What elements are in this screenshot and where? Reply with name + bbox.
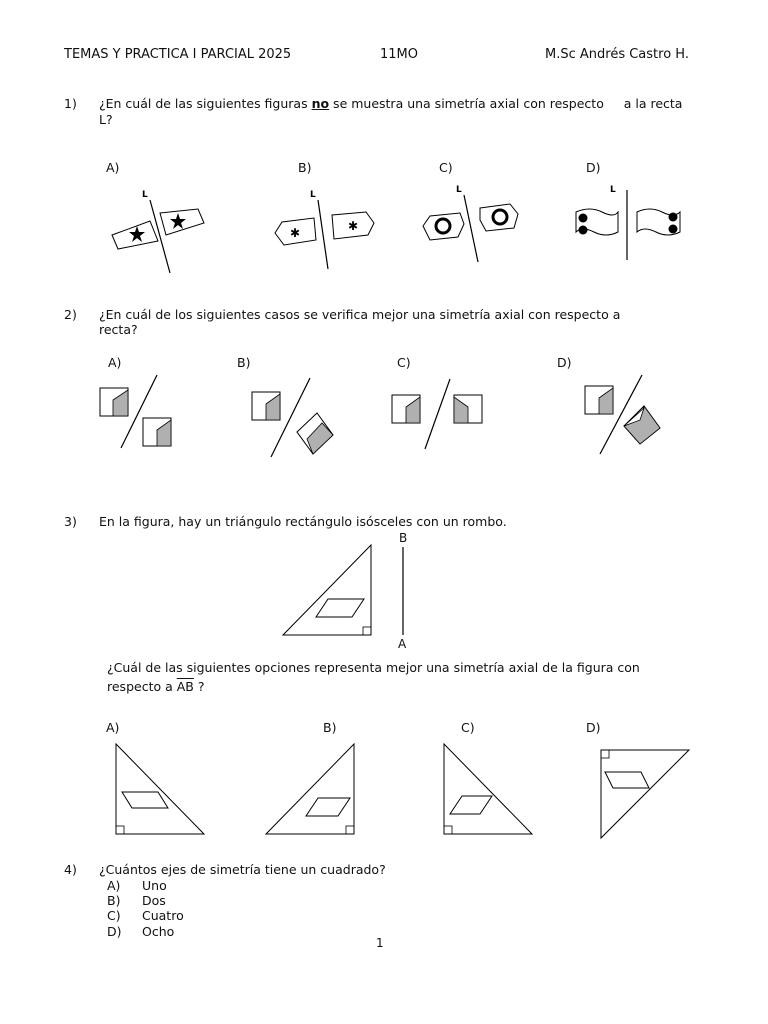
q1-text-after: se muestra una simetría axial con respecto a la recta — [329, 96, 683, 111]
q1-figure-a — [100, 185, 220, 280]
asterisk-icon: ✱ — [290, 226, 301, 240]
page-number: 1 — [376, 936, 384, 950]
q3-figure-b — [262, 740, 362, 840]
q2-figure-d — [580, 370, 670, 460]
q2-figure-b — [245, 375, 340, 465]
q3-figure-d — [597, 746, 697, 846]
q4-choice-c-text: Cuatro — [142, 908, 184, 923]
q3-figure-a — [110, 740, 210, 840]
q3-option-d: D) — [586, 720, 601, 735]
q4-choice-d-text: Ocho — [142, 924, 175, 939]
q2-text-line1: ¿En cuál de los siguientes casos se verifica mejor una simetría axial con respecto a — [99, 307, 621, 322]
q3-figure-c — [440, 740, 540, 840]
q4-choice-a-text: Uno — [142, 878, 167, 893]
q2-option-a: A) — [108, 355, 122, 370]
q3-option-b: B) — [323, 720, 337, 735]
q1-figure-c — [418, 180, 528, 270]
q4-choice-b-text: Dos — [142, 893, 166, 908]
q2-text-line2: recta? — [99, 322, 138, 337]
q3-question-before: respecto a — [107, 679, 177, 694]
header-author: M.Sc Andrés Castro H. — [545, 47, 689, 62]
q1-axis-label-d: L — [610, 185, 616, 195]
q1-text-before: ¿En cuál de las siguientes figuras — [99, 96, 312, 111]
q1-axis-label-b: L — [310, 190, 316, 200]
q3-point-a: A — [398, 637, 407, 651]
q3-question-line1: ¿Cuál de las siguientes opciones representa mejor una simetría axial de la figura con — [107, 660, 640, 675]
q4-choice-a-letter: A) — [107, 878, 121, 893]
q1-text — [99, 96, 682, 111]
header-title: TEMAS Y PRACTICA I PARCIAL 2025 — [64, 47, 292, 62]
q3-question-line2 — [107, 679, 204, 694]
q2-option-c: C) — [397, 355, 411, 370]
q1-text-line2: L? — [99, 112, 113, 127]
q3-main-figure — [280, 533, 420, 653]
q3-question-after: ? — [193, 679, 205, 694]
q1-figure-d — [570, 180, 685, 265]
q4-choice-c-letter: C) — [107, 908, 121, 923]
q1-option-a: A) — [106, 160, 120, 175]
q4-choice-b-letter: B) — [107, 893, 121, 908]
q3-text: En la figura, hay un triángulo rectángulo isósceles con un rombo. — [99, 514, 507, 529]
q1-option-b: B) — [298, 160, 312, 175]
header-grade: 11MO — [380, 47, 418, 62]
q2-figure-a — [95, 370, 185, 455]
q3-point-b: B — [399, 531, 408, 545]
q1-number: 1) — [64, 96, 77, 111]
q2-figure-c — [387, 375, 492, 455]
q2-number: 2) — [64, 307, 77, 322]
q1-figure-b — [270, 185, 380, 275]
q1-axis-label-c: L — [456, 185, 462, 195]
q2-option-d: D) — [557, 355, 572, 370]
q3-segment: $\overline{AB}$ — [176, 679, 194, 694]
q1-axis-label-a: L — [142, 190, 148, 200]
asterisk-icon: ✱ — [348, 219, 359, 233]
q1-text-emphasis: no — [311, 96, 330, 111]
q4-text: ¿Cuántos ejes de simetría tiene un cuadrado? — [99, 862, 386, 877]
q3-number: 3) — [64, 514, 77, 529]
q4-choice-d-letter: D) — [107, 924, 122, 939]
q1-option-c: C) — [439, 160, 453, 175]
q3-option-c: C) — [461, 720, 475, 735]
q2-option-b: B) — [237, 355, 251, 370]
q3-option-a: A) — [106, 720, 120, 735]
q1-option-d: D) — [586, 160, 601, 175]
q4-number: 4) — [64, 862, 77, 877]
